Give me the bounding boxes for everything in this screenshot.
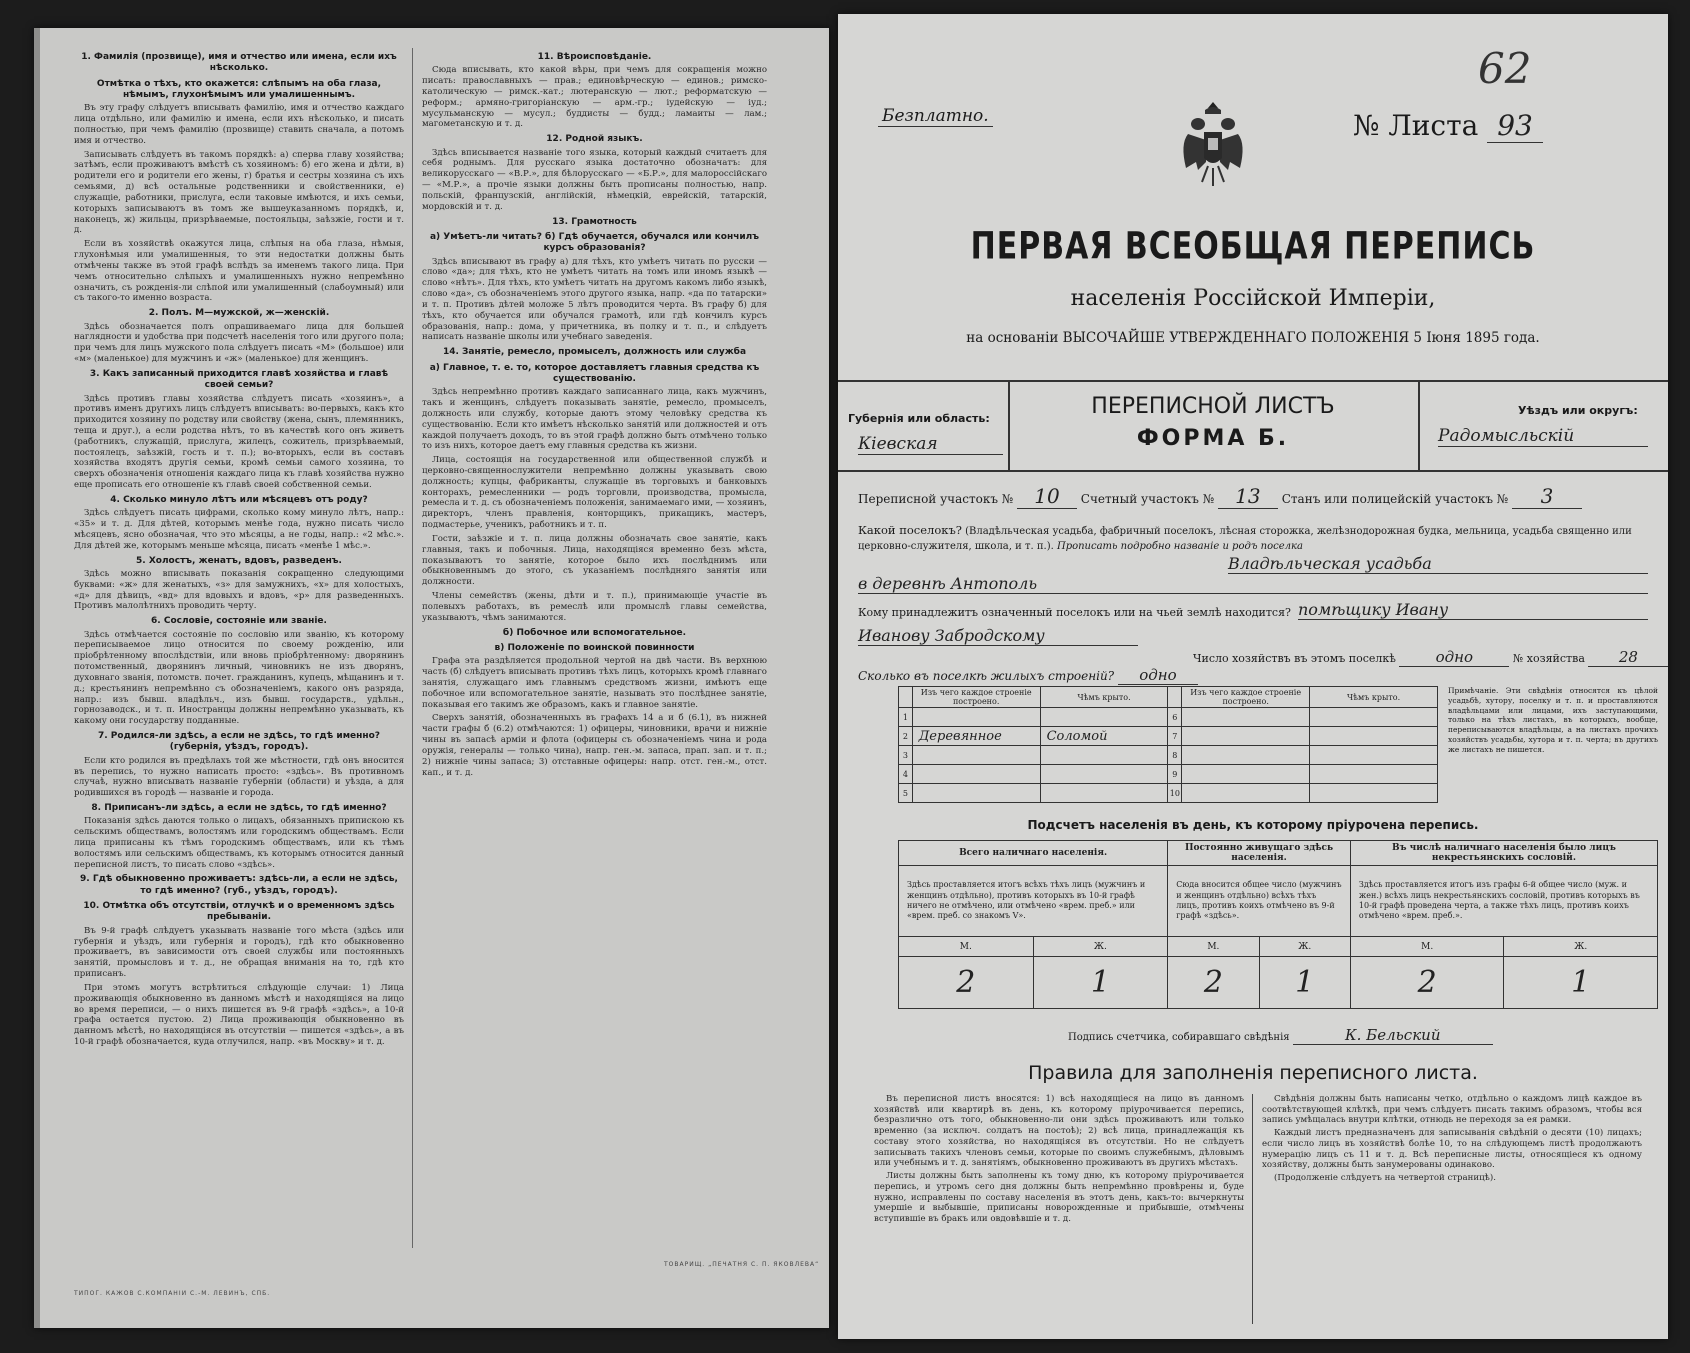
instruction-heading: 11. Вѣроисповѣданіе.: [537, 52, 652, 62]
bld-roof: Соломой: [1040, 727, 1168, 746]
bld-roof: [1310, 708, 1438, 727]
bld-row-number: 4: [899, 765, 913, 784]
instructions-column-2: [422, 48, 767, 1258]
settlement-label: Какой поселокъ?: [858, 523, 962, 537]
owner-label: Кому принадлежитъ означенный поселокъ или на чьей землѣ находится?: [858, 606, 1291, 619]
gubernia-value: Кіевская: [858, 434, 1003, 455]
owner-value: помѣщику Ивану: [1298, 600, 1648, 620]
uezd-value: Радомысльскій: [1438, 426, 1648, 447]
free-label: Безплатно.: [878, 106, 993, 127]
rules-divider: [1252, 1094, 1253, 1324]
bld-roof: [1310, 784, 1438, 803]
instruction-paragraph: Здѣсь непремѣнно противъ каждаго записаннаго лица, какъ мужчинъ, такъ и женщинъ, слѣдуетъ показывать занятіе, ремесло, промыселъ, должность или службу, которые даютъ этому человѣку средства къ существованію. Если кто имѣетъ нѣсколько занятій или должностей и отъ каждой получаетъ доходъ, то въ этой графѣ должно быть отмѣчено только то изъ нихъ, которое даетъ ему главныя средства къ жизни.: [422, 387, 767, 452]
settlement-value: Владѣльческая усадьба: [1228, 554, 1648, 574]
settlement-value-2: в деревнѣ Антополь: [858, 574, 1648, 594]
bld-material: [912, 784, 1040, 803]
instruction-paragraph: Лица, состоящія на государственной или общественной службѣ и церковно-священнослужители непремѣнно должны указывать свою должность; купцы, фабриканты, служащіе въ торговыхъ и банковыхъ конторахъ, ремесленники — родъ торговли, производства, промысла, ремесла и т. д. съ обозначеніемъ положенія, занимаемаго ими, — хозяинъ, директоръ, членъ правленія, конторщикъ, прикащикъ, мастеръ, подмастерье, ученикъ, работникъ и т. п.: [422, 455, 767, 531]
bld-num-header: [899, 687, 913, 708]
buildings-label: Сколько въ поселкѣ жилыхъ строеній?: [858, 669, 1115, 683]
form-basis: на основаніи ВЫСОЧАЙШЕ УТВЕРЖДЕННАГО ПОЛОЖЕНІЯ 5 Іюня 1895 года.: [966, 330, 1540, 346]
bld-material: [912, 746, 1040, 765]
sheet-number-value: 93: [1487, 109, 1543, 143]
bld-roof-header: Чѣмъ крыто.: [1040, 687, 1168, 708]
bld-row-number: 9: [1168, 765, 1182, 784]
household-number-value: 28: [1588, 648, 1668, 667]
instruction-paragraph: Показанія здѣсь даются только о лицахъ, обязанныхъ припискою къ сельскимъ обществамъ, волостямъ или городскимъ обществамъ. Если лица приписаны къ тѣмъ городскимъ обществамъ, или къ тѣмъ волостямъ или сельскимъ обществамъ, къ которымъ относится данный переписной листъ, то писать слово «здѣсь».: [74, 816, 404, 870]
bld-material: [1182, 784, 1310, 803]
instruction-paragraph: Если кто родился въ предѣлахъ той же мѣстности, гдѣ онъ вносится въ перепись, то нужно написать просто: «здѣсь». Въ противномъ случаѣ, нужно вписывать названіе губерніи (области) и уѣзда, а для родившихся въ городѣ — названіе и города.: [74, 755, 404, 799]
instruction-paragraph: Здѣсь обозначается полъ опрашиваемаго лица для большей наглядности и удобства при подсчетѣ населенія того или другого пола; при чемъ для лицъ мужского пола слѣдуетъ писать «М» (большое) или «м» (маленькое) для мужчинъ и «ж» (маленькое) для женщинъ.: [74, 321, 404, 365]
district-row: [858, 484, 1582, 509]
instruction-heading: 5. Холостъ, женатъ, вдовъ, разведенъ.: [136, 555, 342, 566]
pop-header-total: Всего наличнаго населенія.: [899, 841, 1168, 866]
pop-sex-header: Ж.: [1504, 937, 1658, 957]
form-header-box: [838, 380, 1668, 472]
buildings-row: [899, 746, 1438, 765]
population-title: Подсчетъ населенія въ день, къ которому пріурочена перепись.: [1027, 818, 1479, 832]
instruction-heading: Отмѣтка о тѣхъ, кто окажется: слѣпымъ на оба глаза, нѣмымъ, глухонѣмымъ или умалишеннымъ.: [96, 78, 382, 100]
form-subtitle: населенія Россійской Имперіи,: [1070, 286, 1436, 311]
instruction-paragraph: Записывать слѣдуетъ въ такомъ порядкѣ: а) сперва главу хозяйства; затѣмъ, если проживаютъ вмѣстѣ съ хозяиномъ: б) его жена и дѣти, в) родители его и родители его жены, г) братья и сестры хозяина съ ихъ семьями, д) всѣ остальные родственники и свойственники, е) служащіе, работники, прислуга, если таковые имѣются, и ихъ семьи, которыхъ записываютъ въ томъ же вышеуказанномъ порядкѣ, и, наконецъ, ж) жильцы, призрѣваемые, постояльцы, заѣзжіе, гости и т. д.: [74, 149, 404, 236]
coat-of-arms-icon: [1178, 96, 1248, 191]
settlement-hint: (Владѣльческая усадьба, фабричный поселокъ, лѣсная сторожка, желѣзнодорожная будка, мельница, усадьба священно или церковно-служителя, школа, и т. п.).: [858, 526, 1632, 553]
pop-value: 2: [1350, 957, 1504, 1009]
instruction-paragraph: Сюда вписывать, кто какой вѣры, при чемъ для сокращенія можно писать: православныхъ — прав.; единовѣрческую — единов.; римско-католическую — римск.-кат.; лютеранскую — лют.; реформатскую — реформ.; армяно-григоріанскую — арм.-гр.; іудейскую — іуд.; мусульманскую — мусул.; буддисты — будд.; ламаиты — лам.; магометанскую и т. д.: [422, 65, 767, 130]
pop-sex-header: М.: [1168, 937, 1259, 957]
instruction-paragraph: Здѣсь отмѣчается состояніе по сословію или званію, къ которому переписываемое лицо относится по своему рожденію, или пріобрѣтенному впослѣдствіи, или вновь пріобрѣтенному: дворянинъ потомственный, дворянинъ личный, чиновникъ не изъ дворянъ, духовнаго званія, потомств. почет. гражданинъ, купецъ, мѣщанинъ и т. д.; крестьянинъ непремѣнно съ обозначеніемъ, какого онъ разряда, напр.: изъ бывш. владѣльч., изъ бывш. государств., удѣльн., горнозаводск., и т. п. Иностранцы должны непремѣнно указывать, къ какому они государству подданные.: [74, 629, 404, 727]
form-subtitle-b: ФОРМА Б.: [1136, 426, 1290, 451]
pop-sex-header: Ж.: [1033, 937, 1168, 957]
pop-value: 1: [1504, 957, 1658, 1009]
stan-value: 3: [1512, 484, 1582, 509]
instruction-paragraph: Гости, заѣзжіе и т. п. лица должны обозначать свое занятіе, какъ главныя, такъ и побочныя. Лица, находящіяся временно безъ мѣста, показываютъ то занятіе, которое было ихъ послѣднимъ или обыкновеннымъ до этого, съ указаніемъ послѣдняго занятія или должности.: [422, 533, 767, 588]
owner-value-2: Иванову Забродскому: [858, 626, 1138, 646]
instruction-heading: а) Главное, т. е. то, которое доставляетъ главныя средства къ существованію.: [429, 362, 760, 384]
bld-row-number: 3: [899, 746, 913, 765]
instruction-heading: в) Положеніе по воинской повинности: [494, 642, 695, 653]
instruction-heading: 7. Родился-ли здѣсь, а если не здѣсь, то гдѣ именно? (губернія, уѣздъ, городъ).: [97, 731, 381, 753]
rules-paragraph: Листы должны быть заполнены къ тому дню, къ которому пріурочивается перепись, и утромъ сего дня должны быть непремѣнно провѣрены и, буде нужно, исправлены по составу населенія въ этотъ день, какъ-то: вычеркнуты умершіе и выбывшіе, приписаны новорожденные и прибывшіе, отмѣчены вступившіе въ бракъ или овдовѣвшіе и т. д.: [874, 1171, 1244, 1225]
instruction-heading: а) Умѣетъ-ли читать? б) Гдѣ обучается, обучался или кончилъ курсъ образованія?: [429, 231, 760, 254]
buildings-table: [898, 686, 1438, 803]
pop-desc-total: Здѣсь проставляется итогъ всѣхъ тѣхъ лицъ (мужчинъ и женщинъ отдѣльно), противъ которыхъ въ 10-й графѣ ничего не отмѣчено, или отмѣчено «врем. преб.» или «врем. преб. со знакомъ V».: [899, 866, 1168, 937]
instruction-heading: б) Побочное или вспомогательное.: [502, 627, 687, 638]
instruction-paragraph: Въ 9-й графѣ слѣдуетъ указывать названіе того мѣста (здѣсь или губернія и уѣздъ, или губернія и городъ), гдѣ кто обыкновенно проживаетъ, въ зависимости отъ своей службы или постоянныхъ занятій, промысловъ и т. д., не обращая вниманія на то, гдѣ кто приписанъ.: [74, 925, 404, 980]
instruction-paragraph: При этомъ могутъ встрѣтиться слѣдующіе случаи: 1) Лица проживающія обыкновенно въ данномъ мѣстѣ и находящіяся на лицо во время переписи, — о нихъ пишется въ 9-й графѣ «здѣсь», а 10-й графа остается пустою. 2) Лица проживающія обыкновенно въ данномъ мѣстѣ, но находящіяся въ отсутствіи — пишется «здѣсь», а въ 10-й графѣ обозначается, куда отлучился, напр. «въ Москву» и т. д.: [74, 982, 404, 1048]
rules-paragraph: Каждый листъ предназначенъ для записыванія свѣдѣній о десяти (10) лицахъ; если число лицъ въ хозяйствѣ болѣе 10, то на слѣдующемъ листѣ продолжаютъ нумерацію лицъ съ 11 и т. д. Всѣ переписные листы, относящіеся къ одному хозяйству, должны быть занумерованы одинаково.: [1262, 1128, 1642, 1171]
bld-roof: [1040, 784, 1168, 803]
gubernia-label: Губернія или область:: [848, 412, 990, 425]
rules-paragraph: Свѣдѣнія должны быть написаны четко, отдѣльно о каждомъ лицѣ каждое въ соотвѣтствующей клѣткѣ, при чемъ слѣдуетъ писать такимъ образомъ, чтобы вся запись умѣщалась внутри клѣтки, отнюдь не переходя за ея рамки.: [1262, 1094, 1642, 1126]
district-value: 10: [1017, 484, 1077, 509]
form-main-title: ПЕРВАЯ ВСЕОБЩАЯ ПЕРЕПИСЬ: [970, 224, 1536, 269]
header-divider: [1418, 382, 1420, 470]
instruction-heading: 10. Отмѣтка объ отсутствіи, отлучкѣ и о временномъ здѣсь пребываніи.: [83, 901, 395, 923]
instruction-heading: 4. Сколько минуло лѣтъ или мѣсяцевъ отъ роду?: [110, 494, 368, 505]
instruction-heading: 12. Родной языкъ.: [546, 134, 643, 145]
bld-material: [1182, 746, 1310, 765]
printer-mark-right: ТОВАРИЩ. „ПЕЧАТНЯ С. П. ЯКОВЛЕВА“: [664, 1261, 820, 1268]
instruction-heading: 14. Занятіе, ремесло, промыселъ, должность или служба: [442, 347, 747, 358]
signature-row: [1068, 1026, 1493, 1045]
pop-value: 1: [1033, 957, 1168, 1009]
bld-row-number: 7: [1168, 727, 1182, 746]
buildings-note: Примѣчаніе. Эти свѣдѣнія относятся къ цѣлой усадьбѣ, хутору, поселку и т. п. и проставляются владѣльцами или лицами, ихъ заступающими, только на тѣхъ листахъ, въ которыхъ, вообще, переписываются владѣльцы, а на листахъ прочихъ хозяйствъ усадьбы, хутора и т. п. черта; въ другихъ же листахъ не пишется.: [1448, 686, 1658, 754]
buildings-row: [899, 727, 1438, 746]
instruction-heading: 13. Грамотность: [552, 216, 637, 227]
bld-material-header: Изъ чего каждое строеніе построено.: [912, 687, 1040, 708]
pop-desc-nonpeasant: Здѣсь проставляется итогъ изъ графы 6-й общее число (муж. и жен.) всѣхъ лицъ некрестьянскихъ сословій, противъ которыхъ въ 10-й графѣ проведена черта, а также тѣхъ лицъ, противъ коихъ отмѣчено «врем. преб.».: [1350, 866, 1657, 937]
header-divider: [1008, 382, 1010, 470]
page-stamp: 62: [1478, 44, 1532, 93]
instruction-paragraph: Графа эта раздѣляется продольной чертой на двѣ части. Въ верхнюю часть (б) слѣдуетъ вписывать противъ тѣхъ лицъ, которыхъ кромѣ главнаго занятія, служащаго имъ главнымъ средствомъ жизни, имѣютъ еще побочное или вспомогательное занятіе, называть это послѣднее занятіе, показывая его такимъ же образомъ, какъ и главное занятіе.: [422, 656, 767, 710]
instruction-paragraph: Въ эту графу слѣдуетъ вписывать фамилію, имя и отчество каждаго лица отдѣльно, или фамилію и имена, если ихъ нѣсколько, и писать полностью, при чемъ фамилію (прозвище) ставить сначала, а потомъ имя и отчество.: [74, 103, 404, 146]
buildings-row: [858, 666, 1198, 685]
bld-row-number: 10: [1168, 784, 1182, 803]
signature-label: Подпись счетчика, собиравшаго свѣдѣнія: [1068, 1032, 1290, 1043]
rules-paragraph: Въ переписной листъ вносятся: 1) всѣ находящіеся на лицо въ данномъ хозяйствѣ или квартирѣ въ день, къ которому пріурочивается перепись, безразлично отъ того, обыкновенно-ли они здѣсь проживаютъ или только временно (за исключ. солдатъ на постоѣ); 2) всѣ лица, принадлежащія къ составу этого хозяйства, но находящіяся въ отсутствіи. Но не слѣдуетъ записывать такихъ членовъ семьи, которые по своимъ служебнымъ, дѣловымъ или учебнымъ и т. д. занятіямъ, обыкновенно проживаютъ въ другихъ мѣстахъ.: [874, 1094, 1244, 1169]
instruction-paragraph: Здѣсь вписывается названіе того языка, который каждый считаетъ для себя роднымъ. Для русскаго языка достаточно обозначатъ: для великорусскаго — «В.Р.», для бѣлорусскаго — «Б.Р.», для малороссійскаго — «М.Р.», а прочіе языки должны быть прописаны полностью, напр. польскій, французскій, англійскій, нѣмецкій, еврейскій, татарскій, мордовскій и т. д.: [422, 147, 767, 212]
rules-title: Правила для заполненія переписного листа.: [1028, 1062, 1478, 1084]
instruction-heading: 2. Полъ. М—мужской, ж—женскій.: [148, 308, 330, 319]
bld-num-header: [1168, 687, 1182, 708]
pop-header-permanent: Постоянно живущаго здѣсь населенія.: [1168, 841, 1351, 866]
settlement-hint-2: Прописать подробно названіе и родъ поселка: [1056, 541, 1303, 553]
instruction-paragraph: Здѣсь можно вписывать показанія сокращенно следующими буквами: «ж» для женатыхъ, «з» для замужнихъ, «х» для холостыхъ, «д» для дѣвицъ, «вд» для вдовыхъ и вдовъ, «р» для разведенныхъ. Противъ малолѣтнихъ проводить черту.: [74, 568, 404, 612]
bld-row-number: 2: [899, 727, 913, 746]
instruction-heading: 6. Сословіе, состояніе или званіе.: [151, 616, 327, 627]
settlement-row: [858, 522, 1658, 554]
bld-row-number: 6: [1168, 708, 1182, 727]
bld-material: [1182, 708, 1310, 727]
census-form-page: [838, 14, 1668, 1339]
bld-material: [912, 765, 1040, 784]
uezd-label: Уѣздъ или округъ:: [1518, 404, 1638, 417]
instruction-paragraph: Здѣсь вписывают въ графу а) для тѣхъ, кто умѣетъ читать по русски — слово «да»; для тѣхъ, кто не умѣетъ читать на томъ или иномъ языкѣ — слово «нѣтъ». Для тѣхъ, кто умѣетъ читать на другомъ какомъ либо языкѣ, слово «да», съ обозначеніемъ этого другого языка, напр. «да по татарски» и т. п. Противъ дѣтей моложе 5 лѣтъ проводится черта. Въ графу б) для тѣхъ, кто обучается или обучался грамотѣ, или гдѣ кончилъ курсъ образованія, напр.: дома, у причетника, въ полку и т. п., и слѣдуетъ написать названіе школы или учебнаго заведенія.: [422, 256, 767, 343]
pop-desc-permanent: Сюда вносится общее число (мужчинъ и женщинъ отдѣльно) всѣхъ тѣхъ лицъ, противъ коихъ отмѣчено въ 9-й графѣ «здѣсь».: [1168, 866, 1351, 937]
buildings-row: [899, 765, 1438, 784]
instruction-paragraph: Сверхъ занятій, обозначенныхъ въ графахъ 14 а и б (6.1), въ нижней части графы б (6.2) отмѣчаются: 1) офицеры, чиновники, врачи и нижніе чины въ запасѣ арміи и флота (офицеры съ обозначеніемъ чина и рода оружія, генералы — только чина), напр. ген.-м. запаса, прап. зап. и т. п.; 2) нижніе чины запаса; 3) отставные офицеры: напр. отст. ген.-м., отст. кап., и т. д.: [422, 713, 767, 778]
signature-value: К. Бельский: [1293, 1026, 1493, 1045]
households-label: Число хозяйствъ въ этомъ поселкѣ: [1193, 652, 1396, 665]
pop-sex-header: М.: [1350, 937, 1504, 957]
sheet-number: [1353, 109, 1543, 142]
pop-sex-header: М.: [899, 937, 1034, 957]
bld-row-number: 5: [899, 784, 913, 803]
bld-row-number: 1: [899, 708, 913, 727]
instruction-paragraph: Здѣсь противъ главы хозяйства слѣдуетъ писать «хозяинъ», а противъ именъ другихъ лицъ слѣдуетъ вписывать: во-первыхъ, какъ кто приходится хозяину по родству или свойству (жена, сынъ, племянникъ, теща и друг.), а если родства нѣтъ, то въ качествѣ кого онъ живетъ (работникъ, служащій, прислуга, жилецъ, сожитель, призрѣваемый, постоялецъ, заѣзжій, гость и т. п.); во-вторыхъ, если въ составъ хозяйства входятъ другія семьи, кромѣ семьи самого хозяина, то сверхъ обозначенія отношенія каждаго лица къ главѣ хозяйства нужно еще прописать его отношеніе къ главѣ своей собственной семьи.: [74, 393, 404, 491]
bld-roof: [1040, 708, 1168, 727]
counting-label: Счетный участокъ №: [1080, 492, 1215, 506]
household-number-label: № хозяйства: [1512, 652, 1585, 665]
bld-roof: [1310, 765, 1438, 784]
printer-mark-left: ТИПОГ. КАЖОВ С.КОМПАНІИ С.-М. ЛЕВИНЪ, СПБ.: [74, 1290, 271, 1297]
pop-value: 1: [1259, 957, 1350, 1009]
instruction-paragraph: Здѣсь слѣдуетъ писать цифрами, сколько кому минуло лѣтъ, напр.: «35» и т. д. Для дѣтей, которымъ менѣе года, нужно писать число мѣсяцевъ, ясно обозначая, что это мѣсяцы, а не годы, напр.: «2 мѣс.». Для дѣтей же, которымъ меньше мѣсяца, писать «менѣе 1 мѣс.».: [74, 508, 404, 551]
buildings-row: [899, 708, 1438, 727]
bld-roof: [1040, 746, 1168, 765]
bld-roof-header: Чѣмъ крыто.: [1310, 687, 1438, 708]
instructions-page: [34, 28, 829, 1328]
pop-value: 2: [899, 957, 1034, 1009]
rules-right-column: [1262, 1094, 1642, 1334]
instructions-column-1: [74, 48, 404, 1258]
bld-material-header: Изъ чего каждое строеніе построено.: [1182, 687, 1310, 708]
bld-roof: [1310, 727, 1438, 746]
bld-roof: [1310, 746, 1438, 765]
instruction-heading: 9. Гдѣ обыкновенно проживаетъ: здѣсь-ли, а если не здѣсь, то гдѣ именно? (губ., уѣздъ, городъ).: [80, 874, 398, 896]
page-edge: [34, 28, 40, 1328]
bld-material: [1182, 727, 1310, 746]
stan-label: Станъ или полицейскій участокъ №: [1281, 492, 1509, 506]
instruction-heading: 3. Какъ записанный приходится главѣ хозяйства и главѣ своей семьи?: [89, 368, 389, 391]
pop-value: 2: [1168, 957, 1259, 1009]
rules-paragraph: (Продолженіе слѣдуетъ на четвертой страницѣ).: [1274, 1173, 1496, 1184]
rules-left-column: [874, 1094, 1244, 1334]
buildings-row: [899, 784, 1438, 803]
instruction-heading: 8. Приписанъ-ли здѣсь, а если не здѣсь, то гдѣ именно?: [91, 803, 387, 813]
sheet-number-label: № Листа: [1353, 109, 1479, 142]
pop-sex-header: Ж.: [1259, 937, 1350, 957]
district-label: Переписной участокъ №: [858, 492, 1014, 506]
households-row: [1193, 648, 1668, 667]
bld-material: [912, 708, 1040, 727]
column-divider: [412, 48, 413, 1248]
bld-material: [1182, 765, 1310, 784]
population-table: [898, 840, 1658, 1009]
instruction-heading: 1. Фамилія (прозвище), имя и отчество или имена, если ихъ нѣсколько.: [81, 52, 397, 74]
instruction-paragraph: Если въ хозяйствѣ окажутся лица, слѣпыя на оба глаза, нѣмыя, глухонѣмыя или умалишенныя, то эти недостатки должны быть отмѣчены также въ этой графѣ вслѣдъ за именемъ такого лица. При чемъ относительно слѣпыхъ и умалишенныхъ нужно непремѣнно означить, съ рожденія-ли слѣпой или умалишенный (слабоумный) или съ такого-то именно возраста.: [74, 239, 404, 304]
counting-value: 13: [1218, 484, 1278, 509]
bld-row-number: 8: [1168, 746, 1182, 765]
bld-roof: [1040, 765, 1168, 784]
bld-material: Деревянное: [912, 727, 1040, 746]
buildings-value: одно: [1118, 666, 1198, 685]
households-value: одно: [1399, 648, 1509, 667]
instruction-paragraph: Члены семействъ (жены, дѣти и т. п.), принимающіе участіе въ полевыхъ работахъ, въ ремеслѣ или промыслѣ главы семейства, указываютъ, чѣмъ занимаются.: [422, 591, 767, 623]
pop-header-nonpeasant: Въ числѣ наличнаго населенія было лицъ некрестьянскихъ сословій.: [1350, 841, 1657, 866]
form-title: ПЕРЕПИСНОЙ ЛИСТЪ: [1091, 394, 1335, 419]
